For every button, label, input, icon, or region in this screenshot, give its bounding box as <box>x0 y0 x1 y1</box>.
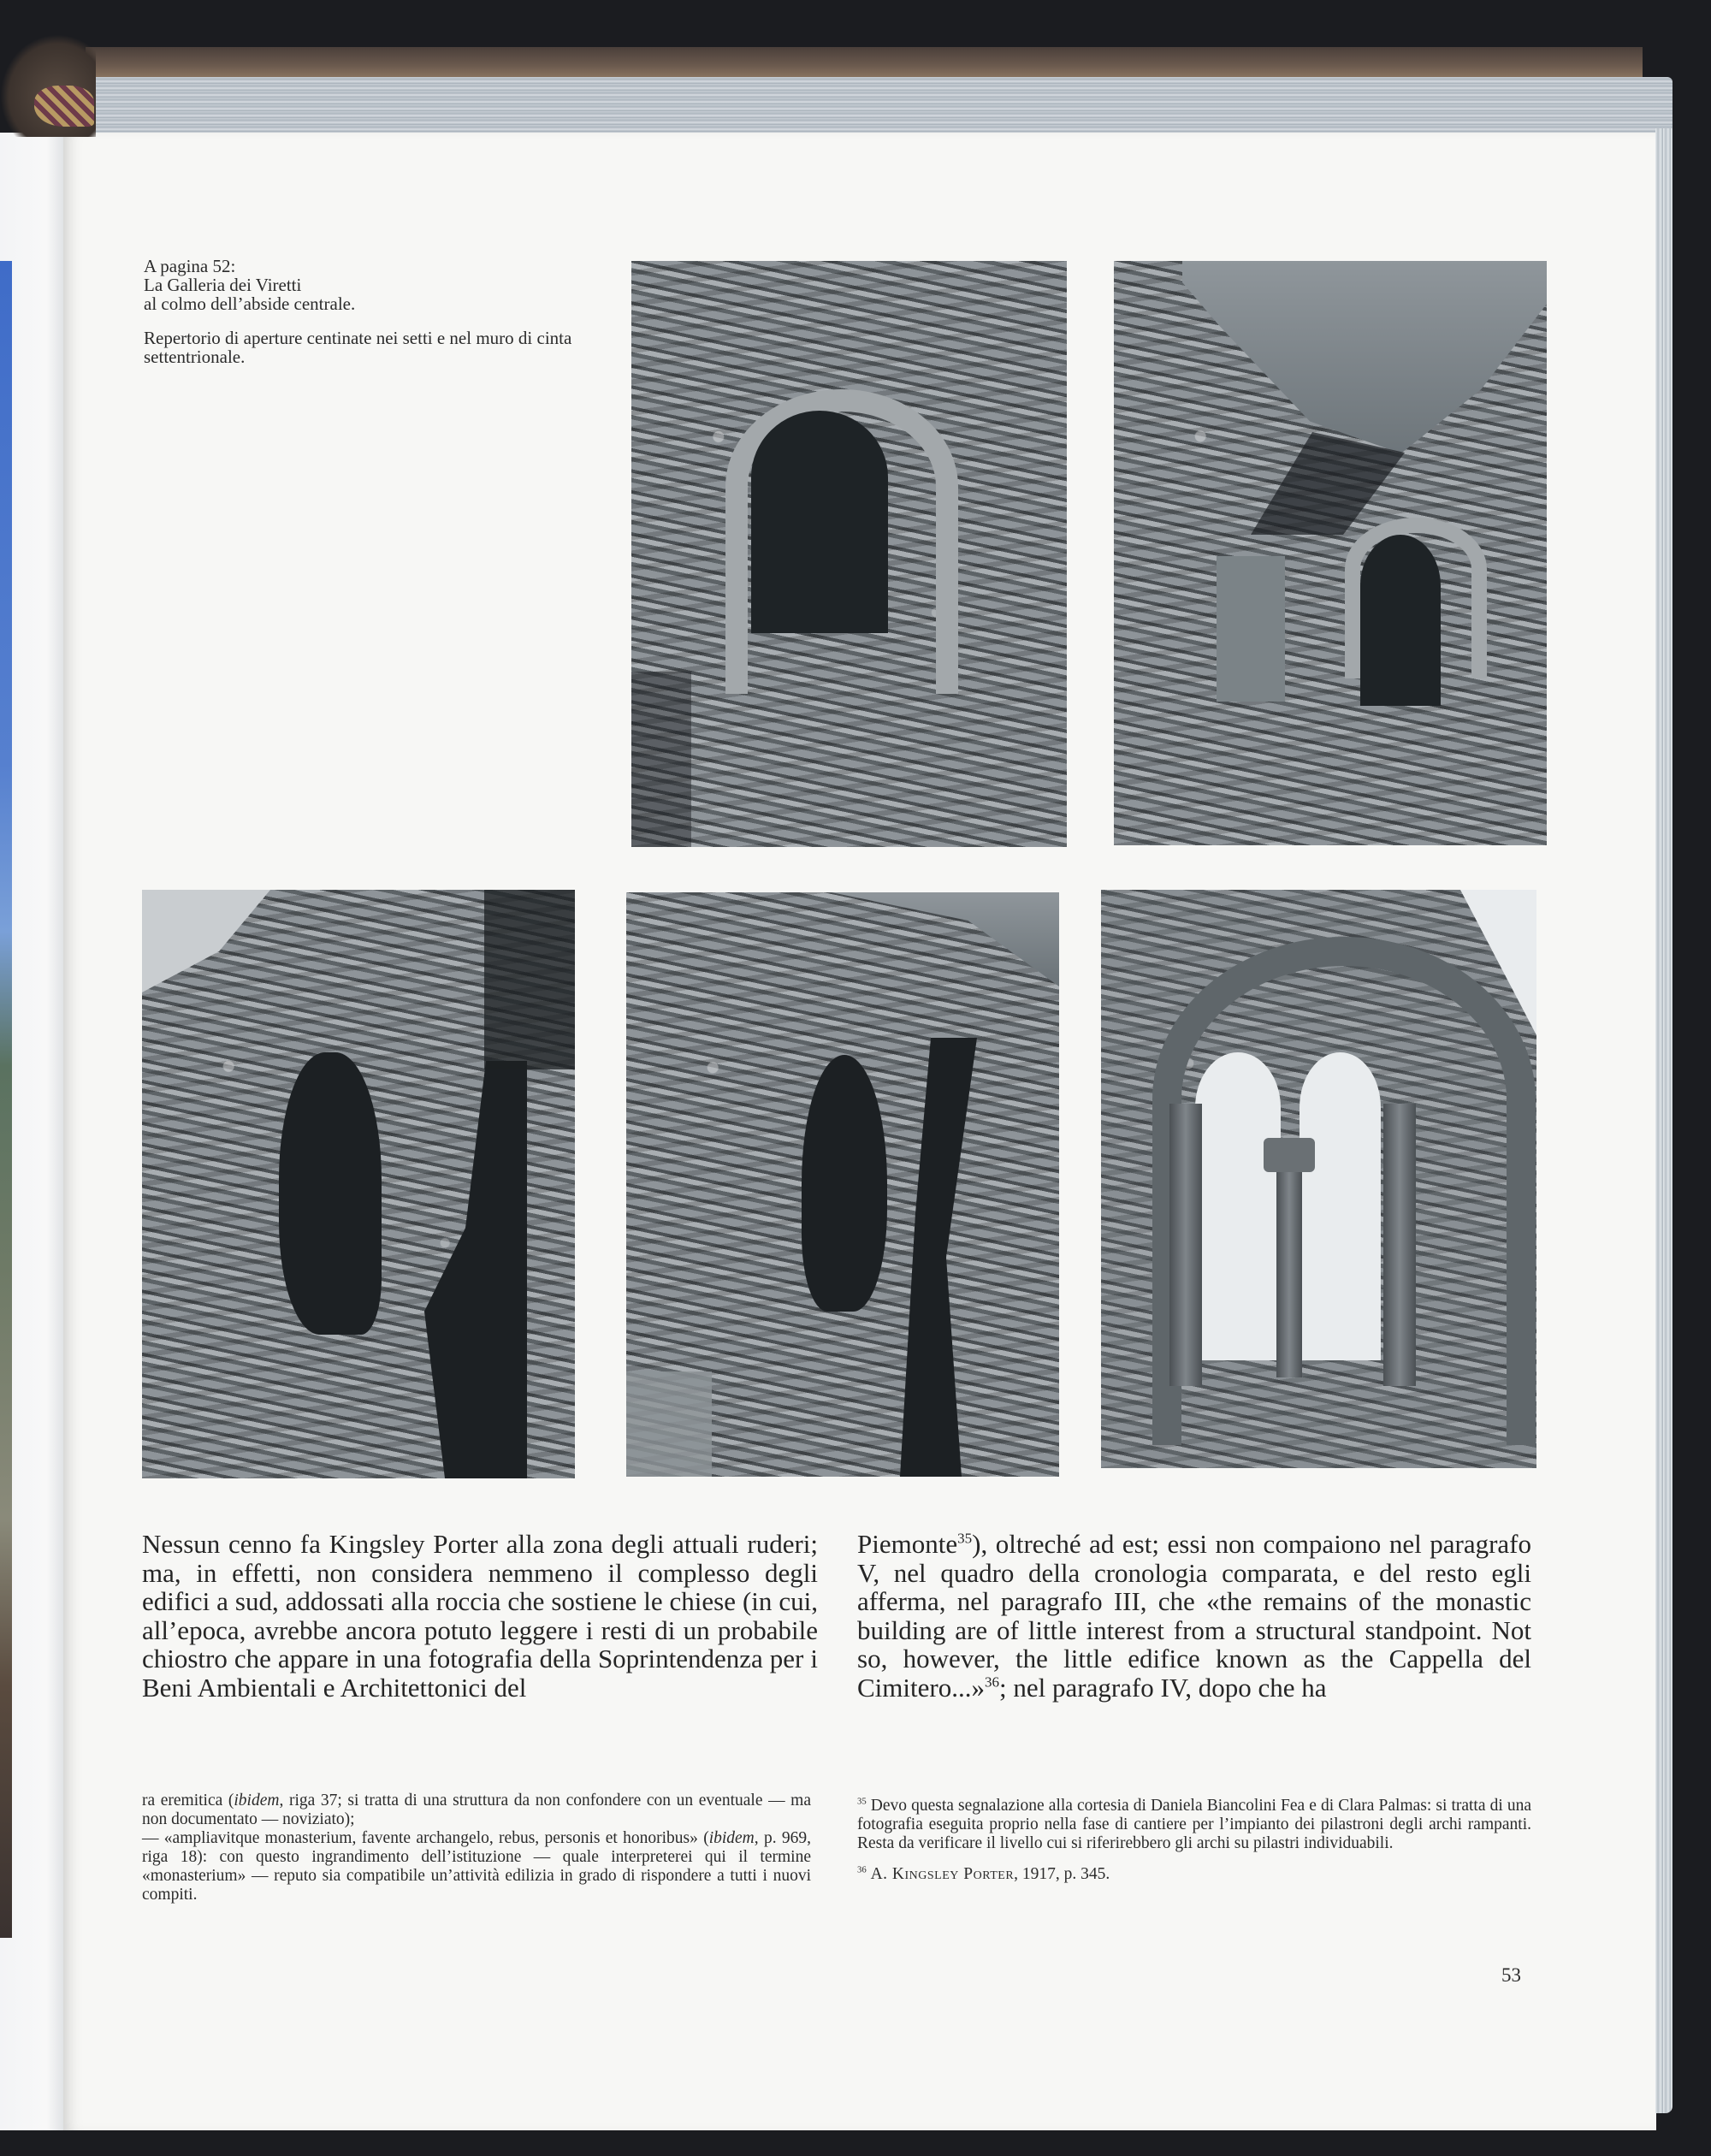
footnote-continuation: — «ampliavitque monasterium, favente archangelo, rebus, personis et honoribus» (ibidem, p. 969, riga 18): con questo ingrandimento dell’istituzione — quale interpreterei qui il termine «monasterium» — reputo sia compatibile un’attività edilizia in grado di rispondere a tutti i nuovi compiti. <box>142 1829 811 1904</box>
footnote-author: A. Kingsley Porter <box>870 1865 1015 1883</box>
footnote-continuation: ra eremitica (ibidem, riga 37; si tratta di una struttura da non confondere con un eventuale — ma non documentato — noviziato); <box>142 1792 811 1828</box>
footnote-text: Devo questa segnalazione alla cortesia di Daniela Biancolini Fea e di Clara Palmas: si tratta di una fotografia eseguita proprio nella fase di cantiere per l’impianto dei pilastroni degli archi rampanti. Resta da verificare il livello cui si riferirebbero gli archi su pilastri individuabili. <box>857 1797 1531 1852</box>
book-cover-edge <box>86 47 1643 78</box>
bookmark-tassel <box>34 86 94 127</box>
photo-4 <box>626 892 1059 1477</box>
body-paragraph <box>857 1530 1531 1702</box>
body-text-left-column <box>142 1530 818 1702</box>
photo-caption <box>144 257 589 382</box>
footnote-36 <box>857 1865 1531 1884</box>
page-stack-top-edge <box>60 77 1673 135</box>
page-number: 53 <box>1501 1964 1521 1986</box>
footnote-ref-35[interactable]: 35 <box>957 1530 973 1547</box>
footnotes-left <box>142 1792 811 1916</box>
footnote-ref-36[interactable]: 36 <box>984 1673 999 1691</box>
footnote-number: 35 <box>857 1796 867 1807</box>
caption-line: La Galleria dei Viretti <box>144 275 302 295</box>
caption-block-2: Repertorio di aperture centinate nei setti e nel muro di cinta settentrionale. <box>144 328 572 367</box>
photo-3 <box>142 890 575 1478</box>
photo-2 <box>1114 261 1547 845</box>
footnotes-right <box>857 1797 1531 1896</box>
footnote-text: , 1917, p. 345. <box>1014 1865 1110 1883</box>
body-paragraph: Nessun cenno fa Kingsley Porter alla zona degli attuali ruderi; ma, in effetti, non considera nemmeno il complesso degli edifici a sud, addossati alla roccia che sostiene le chiese (in cui, all’epoca, avrebbe ancora potuto leggere i resti di un probabile chiostro che appare in una fotografia della Soprintendenza per i Beni Ambientali e Architettonici del <box>142 1529 818 1703</box>
caption-line: al colmo dell’abside centrale. <box>144 293 356 314</box>
photo-1 <box>631 261 1067 847</box>
body-text: ), oltreché ad est; essi non compaiono nel paragrafo V, nel quadro della cronologia comparata, e del resto egli afferma, nel paragrafo III, che «the remains of the monastic building are of little interest from a structural standpoint. Not so, however, the little edifice known as the Cappella del Cimitero...» <box>857 1529 1531 1703</box>
page-stack-right-edge <box>1655 128 1673 2113</box>
footnote-number: 36 <box>857 1864 867 1875</box>
body-text: Piemonte <box>857 1529 958 1559</box>
body-text-right-column <box>857 1530 1531 1702</box>
footnote-35 <box>857 1797 1531 1853</box>
facing-page-color-photo <box>0 261 12 1938</box>
photo-5 <box>1101 890 1536 1468</box>
caption-line: A pagina 52: <box>144 256 236 276</box>
body-text: ; nel paragrafo IV, dopo che ha <box>999 1672 1327 1703</box>
